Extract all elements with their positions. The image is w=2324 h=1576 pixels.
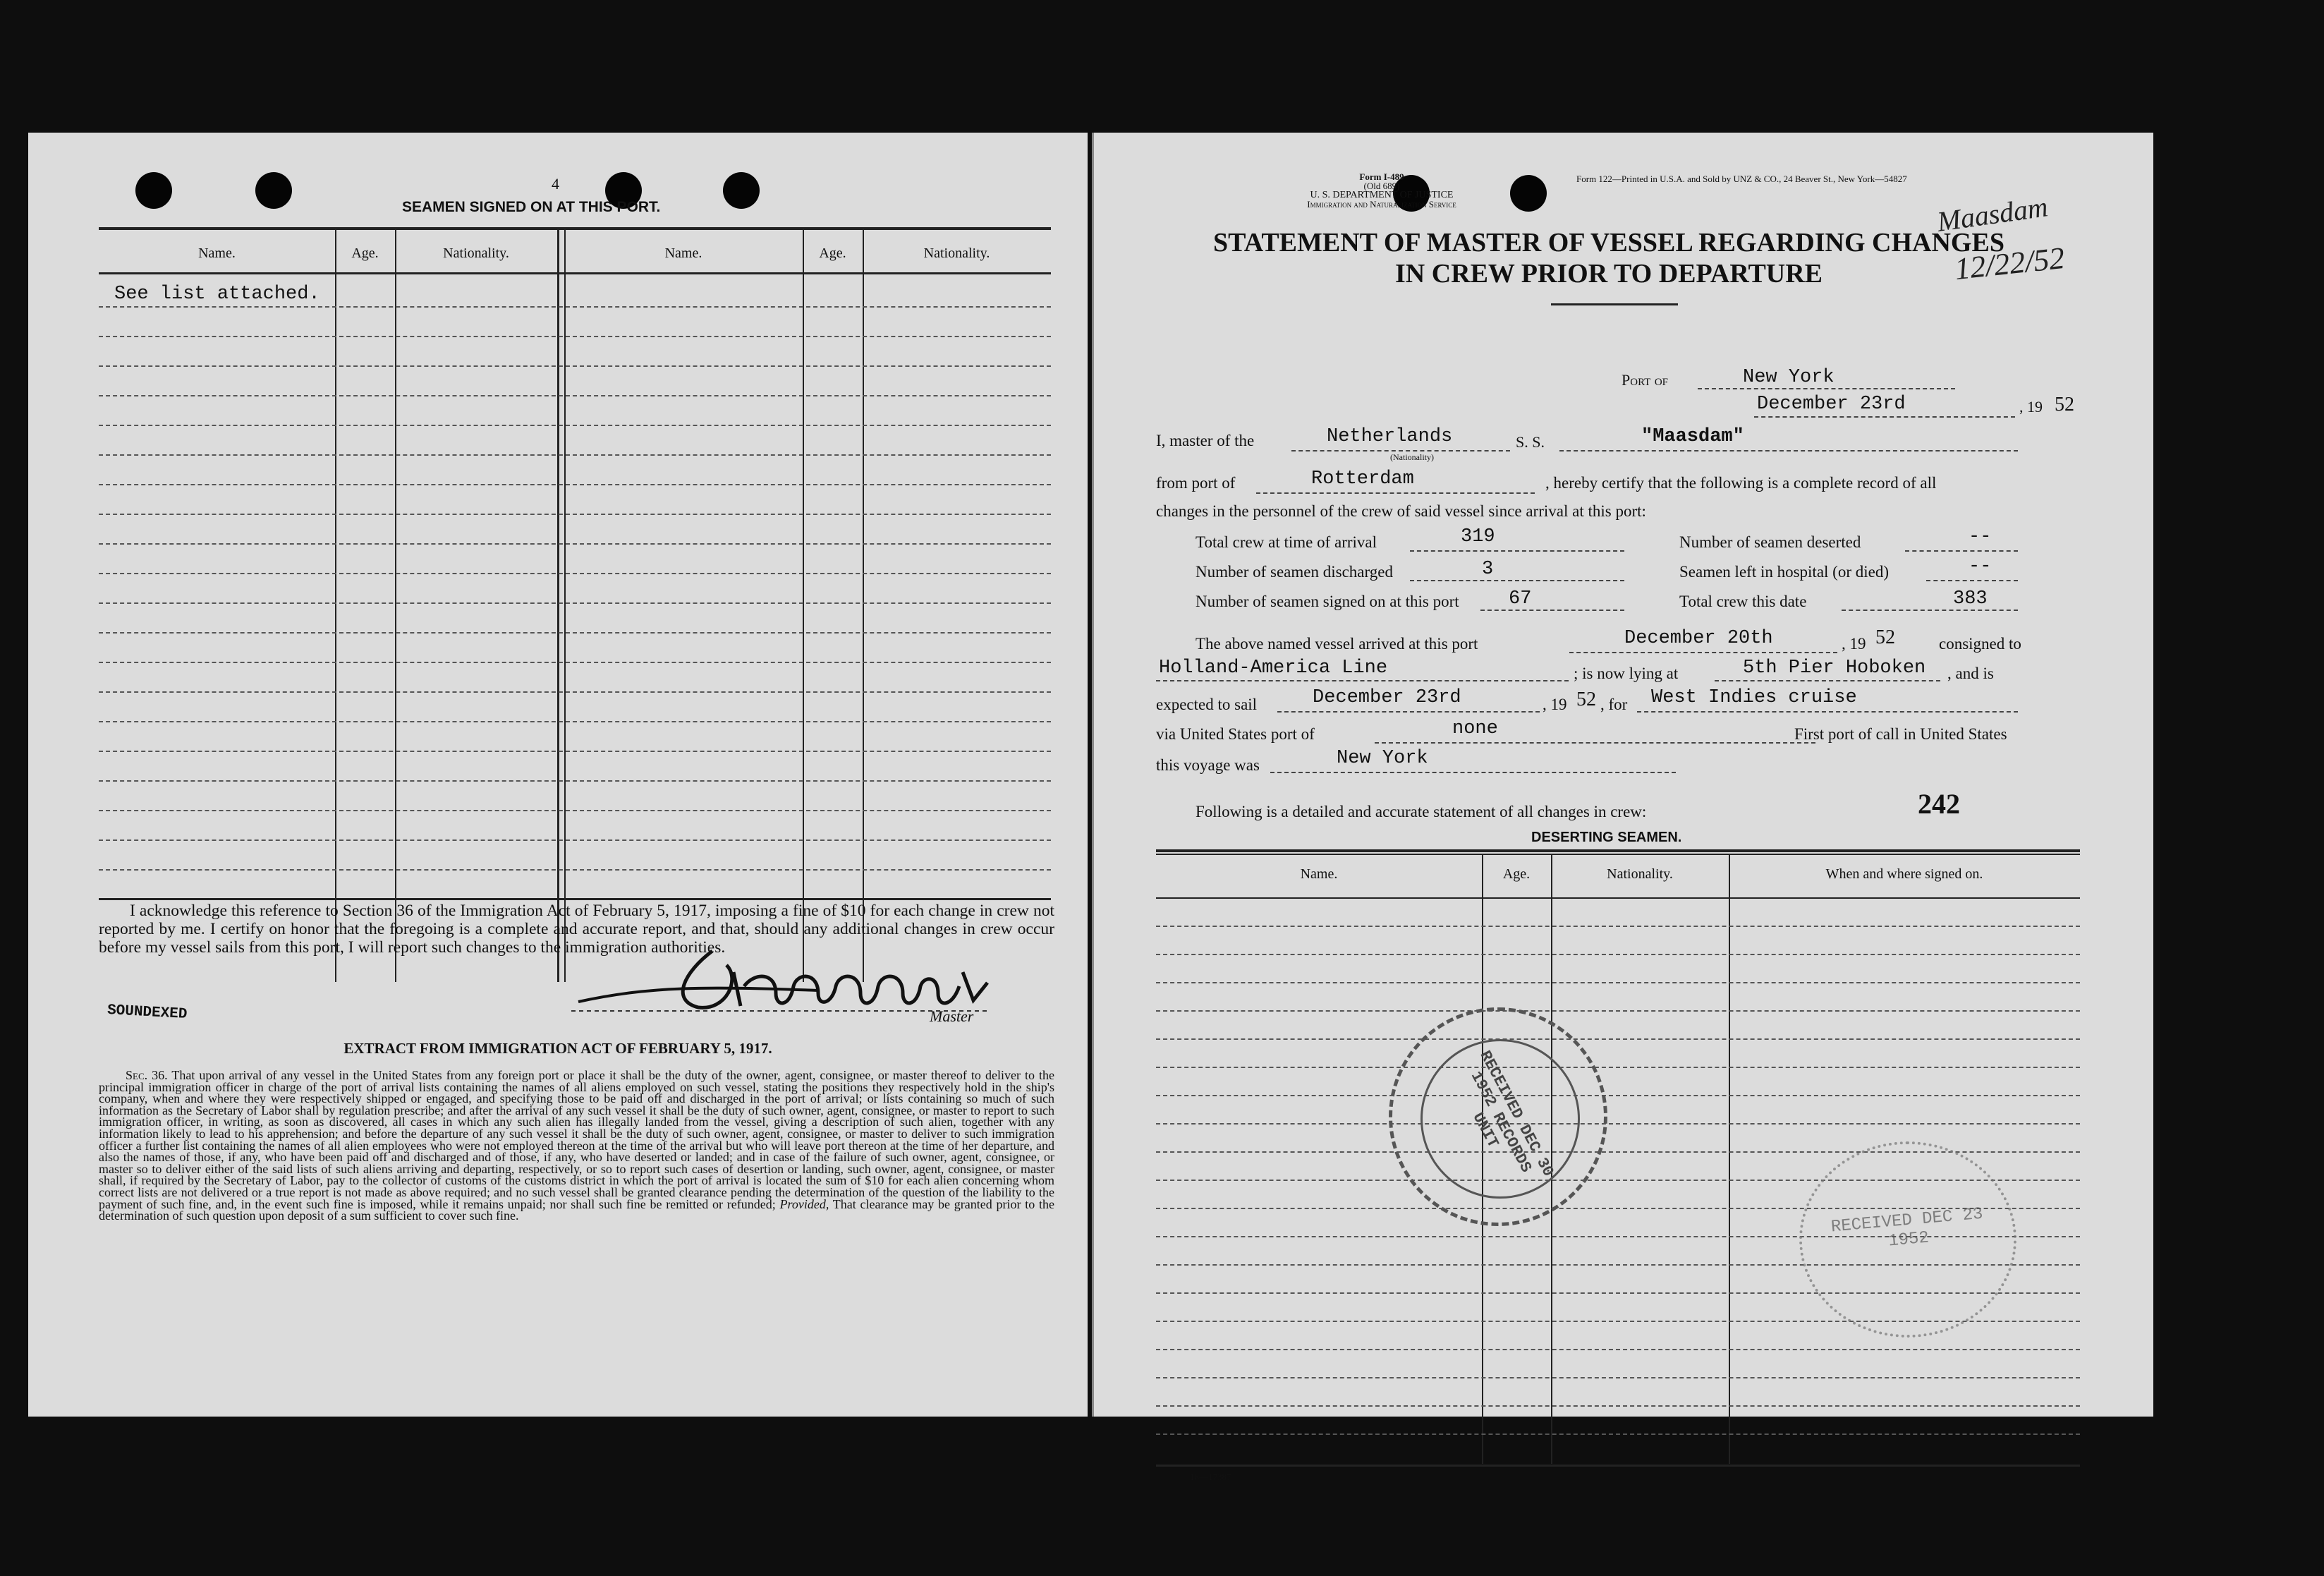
table-row-line [1156, 1010, 2080, 1012]
table-row-line [99, 602, 1051, 604]
port-value: New York [1743, 367, 1835, 388]
service: Immigration and Naturalization Service [1307, 199, 1456, 210]
total-crew-date-value: 383 [1953, 588, 1988, 610]
form-title-line2: IN CREW PRIOR TO DEPARTURE [1394, 259, 1823, 289]
table-row-line [1156, 982, 2080, 983]
handwritten-number: 242 [1918, 788, 1960, 820]
section-label: Sec. 36. [126, 1068, 168, 1082]
consigned-label: consigned to [1939, 635, 2021, 653]
footer-code: 16—17387 [1190, 1472, 1231, 1482]
master-signature [564, 944, 1086, 1022]
table-row-line [99, 573, 1051, 574]
column-header: Nationality. [923, 246, 990, 261]
extract-title: EXTRACT FROM IMMIGRATION ACT OF FEBRUARY 5, 1917. [343, 1040, 772, 1057]
section-body: That upon arrival of any vessel in the United States from any foreign port or place it shall be the duty of the owner, agent, consignee, or master thereof to deliver to the principal immigration officer in charge of the port of arrival lists containing the names of all aliens employed on such vessel, stating the positions they respectively hold in the ship's company, when and where they were respectively shipped or engaged, and specifying those to be paid off and discharged in the port of arrival; or lists containing so much of such information as the Secretary of Labor shall by regulation prescribe; and after the arrival of any such vessel it shall be the duty of such owner, agent, consignee, or master to report to such immigration officer, in writing, as soon as discovered, all cases in which any such alien has illegally landed from the vessel, giving a description of such alien, together with any information likely to lead to his apprehension; and before the departure of any such vessel it shall be the duty of such owner, agent, consignee, or master to deliver to such immigration officer a further list containing the names of all alien employees who were not employed thereon at the time of the arrival but who will leave port thereon at the time of her departure, and also the names of those, if any, who have been paid off and discharged and of those, if any, who have deserted or landed; and in case of the failure of such owner, agent, consignee, or master so to deliver either of the said lists of such aliens arriving and departing, respectively, or so to report such cases of desertion or landing, such owner, agent, consignee, or master shall, if required by the Secretary of Labor, pay to the collector of customs of the customs district in which the port of arrival is located the sum of $10 for each alien concerning whom correct lists are not delivered or a true report is not made as above required; and no such vessel shall be granted clearance pending the determination of the question of the liability to the payment of such fine, and, in the event such fine is imposed, while it remains unpaid; nor shall such fine be remitted or refunded; [99, 1068, 1055, 1211]
certify-text: , hereby certify that the following is a complete record of all [1545, 474, 1937, 492]
table-row-line [99, 662, 1051, 663]
soundexed-stamp: SOUNDEXED [107, 1002, 188, 1023]
arrived-year-prefix: , 19 [1842, 635, 1866, 653]
column-header: Name. [198, 246, 236, 261]
table-row-line [99, 810, 1051, 811]
table-row-line [1156, 1433, 2080, 1435]
table-row-line [99, 543, 1051, 545]
table-row-line [1156, 1377, 2080, 1378]
this-voyage-value: New York [1337, 748, 1428, 769]
ss-label: S. S. [1516, 433, 1545, 451]
table-row-line [99, 306, 1051, 308]
form-header [1248, 172, 1516, 209]
form-title-line1: STATEMENT OF MASTER OF VESSEL REGARDING CHANGES [1213, 228, 2004, 257]
expected-value: December 23rd [1313, 687, 1461, 708]
discharged-value: 3 [1482, 559, 1494, 580]
punch-hole [135, 172, 172, 209]
table-row-line [99, 721, 1051, 722]
right-page [1092, 133, 2153, 1482]
table-row-line [1156, 1067, 2080, 1068]
master-label: Master [930, 1007, 974, 1025]
section-provided: Provided, [779, 1196, 829, 1211]
table-row-line [99, 691, 1051, 693]
column-header: Age. [819, 246, 846, 261]
for-label: , for [1600, 696, 1628, 713]
table-row-line [99, 484, 1051, 485]
deserted-label: Number of seamen deserted [1679, 533, 1861, 551]
deserted-value: -- [1969, 526, 1992, 547]
table-row-line [1156, 1405, 2080, 1407]
master-of-label: I, master of the [1156, 432, 1255, 449]
form-title [1172, 227, 2046, 289]
port-label: Port of [1622, 371, 1669, 389]
table-row-line [99, 839, 1051, 841]
stamp-text-faint: RECEIVED DEC 23 1952 [1830, 1204, 1984, 1251]
first-port-label: First port of call in United States [1794, 725, 2007, 743]
punch-hole [723, 172, 760, 209]
via-label: via United States port of [1156, 725, 1315, 743]
received-stamp-faint [1799, 1141, 2016, 1338]
column-header: Name. [1300, 866, 1338, 882]
column-header: Age. [351, 246, 379, 261]
page-title: SEAMEN SIGNED ON AT THIS PORT. [402, 199, 661, 215]
table-row-line [99, 780, 1051, 782]
column-header: Name. [664, 246, 702, 261]
left-page [28, 133, 1088, 1417]
stamp-text: RECEIVED DEC 30 1952 RECORDS UNIT [1466, 1048, 1557, 1180]
table-row-line [99, 454, 1051, 456]
section-36-text [99, 1069, 1054, 1222]
handwritten-ship-name: Maasdam [1935, 190, 2050, 238]
table-row-entry: See list attached. [114, 284, 320, 305]
column-header: Nationality. [1607, 866, 1673, 882]
table-row-line [99, 395, 1051, 396]
column-header: Nationality. [443, 246, 509, 261]
lying-label: ; is now lying at [1574, 665, 1679, 682]
form-number: Form I-489 [1359, 171, 1404, 182]
total-crew-arrival-label: Total crew at time of arrival [1196, 533, 1377, 551]
column-header: Age. [1502, 866, 1531, 882]
from-port-label: from port of [1156, 474, 1236, 492]
table-row-line [1156, 926, 2080, 927]
hospital-label: Seamen left in hospital (or died) [1679, 563, 1890, 581]
total-crew-date-label: Total crew this date [1679, 593, 1807, 610]
table-row-line [1156, 1038, 2080, 1040]
destination-value: West Indies cruise [1651, 687, 1857, 708]
from-port-value: Rotterdam [1311, 468, 1414, 490]
table-row-line [99, 751, 1051, 752]
via-value: none [1452, 718, 1498, 739]
expected-label: expected to sail [1156, 696, 1258, 713]
and-is-text: , and is [1947, 665, 1994, 682]
table-row-line [99, 869, 1051, 871]
signed-on-value: 67 [1509, 588, 1532, 610]
table-row-line [1156, 954, 2080, 955]
punch-hole [255, 172, 292, 209]
following-text: Following is a detailed and accurate statement of all changes in crew: [1196, 803, 1647, 820]
arrived-year: 52 [1875, 626, 1895, 648]
received-stamp [1389, 1007, 1607, 1226]
date-value: December 23rd [1757, 394, 1906, 415]
discharged-label: Number of seamen discharged [1196, 563, 1393, 581]
hospital-value: -- [1969, 556, 1992, 577]
signed-on-label: Number of seamen signed on at this port [1196, 593, 1459, 610]
date-year-prefix: , 19 [2019, 398, 2043, 416]
expected-year: 52 [1576, 689, 1596, 710]
total-crew-arrival-value: 319 [1461, 526, 1495, 547]
department: U. S. DEPARTMENT OF JUSTICE [1310, 190, 1454, 200]
expected-year-prefix: , 19 [1543, 696, 1567, 713]
table-row-line [1156, 1095, 2080, 1096]
table-row-line [99, 514, 1051, 515]
deserting-title: DESERTING SEAMEN. [1531, 830, 1682, 845]
arrived-label: The above named vessel arrived at this port [1196, 635, 1478, 653]
form-old-number: (Old 689) [1363, 181, 1400, 191]
date-year: 52 [2055, 394, 2074, 416]
table-row-line [99, 425, 1051, 426]
acknowledgement-text: I acknowledge this reference to Section 36 of the Immigration Act of February 5, 1917, imposing a fine of $10 for each change in crew not reported by me. I certify on honor that the foregoing is a complete and accurate report, and that, should any additional changes in crew occur before my vessel sails from this port, I will report such changes to the immigration authorities. [99, 902, 1054, 957]
handwritten-date: 12/22/52 [1952, 240, 2067, 287]
nationality-caption: (Nationality) [1390, 452, 1434, 462]
table-row-line [1156, 1123, 2080, 1125]
table-row-line [99, 336, 1051, 337]
table-row-line [99, 632, 1051, 634]
page-number: 4 [552, 175, 559, 193]
ship-value: "Maasdam" [1641, 426, 1744, 447]
nationality-value: Netherlands [1327, 426, 1453, 447]
printer-line: Form 122—Printed in U.S.A. and Sold by UNZ & CO., 24 Beaver St., New York—54827 [1576, 174, 1907, 184]
table-row-line [1156, 1349, 2080, 1350]
consignee-value: Holland-America Line [1159, 657, 1388, 679]
lying-value: 5th Pier Hoboken [1743, 657, 1926, 679]
arrived-value: December 20th [1624, 628, 1773, 649]
column-header: When and where signed on. [1825, 866, 1983, 882]
table-row-line [99, 365, 1051, 367]
this-voyage-label: this voyage was [1156, 756, 1260, 774]
changes-text: changes in the personnel of the crew of said vessel since arrival at this port: [1156, 502, 1646, 520]
section-end: That clearance may be granted prior to the determination of such question upon deposit of a sum sufficient to cover such fine. [99, 1196, 1054, 1223]
